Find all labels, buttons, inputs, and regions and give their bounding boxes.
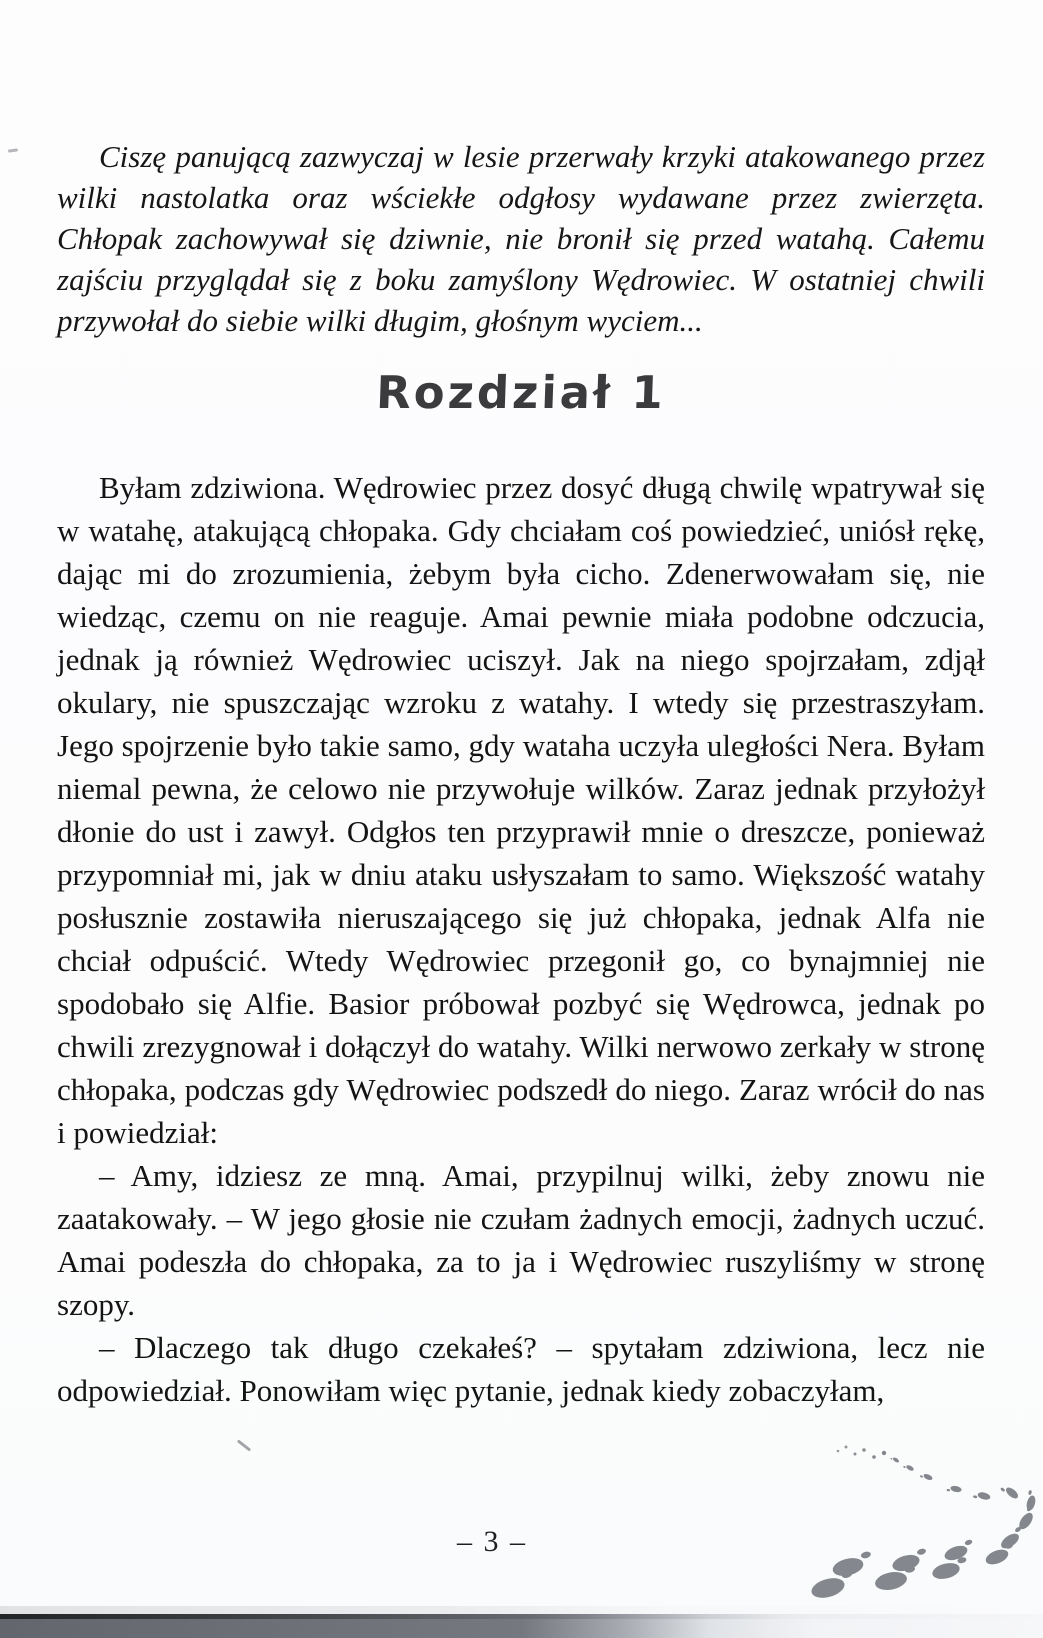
- prologue-paragraph: [57, 136, 985, 341]
- page-number: – 3 –: [457, 1525, 527, 1558]
- chapter-heading: Rozdział 1: [375, 366, 667, 419]
- body-text: [57, 466, 985, 1412]
- page-edge-shadow: [0, 1614, 1043, 1638]
- scan-speck: [237, 1439, 251, 1451]
- body-paragraph: – Dlaczego tak długo czekałeś? – spytałam zdziwiona, lecz nie odpowiedział. Ponowiłam więc pytanie, jednak kiedy zobaczyłam,: [57, 1330, 985, 1408]
- footprint-trail-icon: [760, 1385, 1043, 1630]
- prologue-text: Ciszę panującą zazwyczaj w lesie przerwały krzyki atakowanego przez wilki nastolatka oraz wściekłe odgłosy wydawane przez zwierzęta. Chłopak zachowywał się dziwnie, nie bronił się przed watahą. Całemu zajściu przyglądał się z boku zamyślony Wędrowiec. W ostatniej chwili przywołał do siebie wilki długim, głośnym wyciem...: [57, 139, 985, 338]
- scan-speck: [8, 148, 18, 152]
- body-paragraph: – Amy, idziesz ze mną. Amai, przypilnuj wilki, żeby znowu nie zaatakowały. – W jego głosie nie czułam żadnych emocji, żadnych uczuć. Amai podeszła do chłopaka, za to ja i Wędrowiec ruszyliśmy w stronę szopy.: [57, 1158, 985, 1322]
- body-paragraph: Byłam zdziwiona. Wędrowiec przez dosyć długą chwilę wpatrywał się w watahę, atakującą chłopaka. Gdy chciałam coś powiedzieć, uniósł rękę, dając mi do zrozumienia, żebym była cicho. Zdenerwowałam się, nie wiedząc, czemu on nie reaguje. Amai pewnie miała podobne odczucia, jednak ją również Wędrowiec uciszył. Jak na niego spojrzałam, zdjął okulary, nie spuszczając wzroku z watahy. I wtedy się przestraszyłam. Jego spojrzenie było takie samo, gdy wataha uczyła uległości Nera. Byłam niemal pewna, że celowo nie przywołuje wilków. Zaraz jednak przyłożył dłonie do ust i zawył. Odgłos ten przyprawił mnie o dreszcze, ponieważ przypomniał mi, jak w dniu ataku usłyszałam to samo. Większość watahy posłusznie zostawiła nieruszającego się już chłopaka, jednak Alfa nie chciał odpuścić. Wtedy Wędrowiec przegonił go, co bynajmniej nie spodobało się Alfie. Basior próbował pozbyć się Wędrowca, jednak po chwili zrezygnował i dołączył do watahy. Wilki nerwowo zerkały w stronę chłopaka, podczas gdy Wędrowiec podszedł do niego. Zaraz wrócił do nas i powiedział:: [57, 470, 985, 1150]
